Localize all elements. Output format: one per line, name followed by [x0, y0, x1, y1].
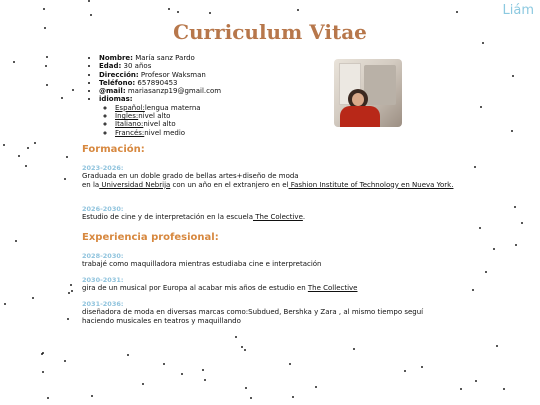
background-dot	[244, 349, 246, 351]
photo-face	[352, 93, 364, 106]
background-dot	[181, 373, 183, 375]
background-dot	[18, 155, 20, 157]
language-level: nivel alto	[138, 112, 171, 121]
background-dot	[47, 397, 49, 399]
background-dot	[46, 84, 48, 86]
entry-text: con un año en el extranjero en el	[170, 180, 289, 189]
entry-text: trabajé como maquilladora mientras estudiaba cine e interpretación	[82, 260, 322, 269]
background-dot	[42, 371, 44, 373]
background-dot	[168, 8, 170, 10]
background-dot	[46, 56, 48, 58]
list-item	[99, 95, 221, 136]
site-logo[interactable]: Liám	[502, 3, 534, 18]
background-dot	[163, 363, 165, 365]
background-dot	[474, 166, 476, 168]
background-dot	[34, 142, 36, 144]
background-dot	[41, 353, 43, 355]
language-link[interactable]: Ingles:	[115, 112, 139, 121]
photo-shirt	[340, 106, 380, 127]
address-value: Profesor Waksman	[138, 70, 206, 79]
background-dot	[235, 336, 237, 338]
name-label: Nombre:	[99, 54, 133, 62]
background-dot	[13, 61, 15, 63]
entry-text: Estudio de cine y de interpretación en la escuela	[82, 213, 253, 222]
background-dot	[67, 318, 69, 320]
background-dot	[511, 130, 513, 132]
background-dot	[45, 65, 47, 67]
name-value: María sanz Pardo	[132, 54, 195, 62]
background-dot	[241, 346, 243, 348]
phone-value: 657890453	[135, 78, 178, 87]
age-label: Edad:	[99, 62, 122, 71]
entry-date: 2023-2026:	[82, 164, 124, 172]
background-dot	[68, 292, 70, 294]
background-dot	[245, 387, 247, 389]
background-dot	[353, 348, 355, 350]
background-dot	[27, 147, 29, 149]
entry-text: diseñadora de moda en diversas marcas como:Subdued, Bershka y Zara , al mismo tiempo seguí haciendo musicales en teatros y maquillando	[82, 308, 424, 325]
background-dot	[485, 271, 487, 273]
background-dot	[297, 9, 299, 11]
background-dot	[514, 206, 516, 208]
background-dot	[289, 363, 291, 365]
language-item	[115, 120, 221, 128]
entry-date: 2030-2031:	[82, 276, 124, 284]
background-dot	[42, 352, 44, 354]
background-dot	[142, 383, 144, 385]
background-dot	[4, 303, 6, 305]
entry-text: Graduada en un doble grado de bellas artes+diseño de moda	[82, 172, 299, 181]
education-heading: Formación:	[82, 144, 145, 155]
age-value: 30 años	[121, 62, 152, 71]
collective-link[interactable]: The Collective	[307, 284, 358, 293]
entry-text: gira de un musical por Europa al acabar mis años de estudio en	[82, 284, 308, 293]
background-dot	[475, 380, 477, 382]
background-dot	[493, 248, 495, 250]
entry-text: en la	[82, 180, 100, 189]
background-dot	[66, 156, 68, 158]
nebrija-link[interactable]: Universidad Nebrija	[99, 180, 171, 189]
address-label: Dirección:	[99, 70, 139, 79]
experience-entry	[82, 276, 462, 293]
email-label: @mail:	[99, 87, 126, 96]
background-dot	[472, 289, 474, 291]
background-dot	[479, 227, 481, 229]
background-dot	[15, 240, 17, 242]
background-dot	[315, 386, 317, 388]
language-item	[115, 129, 221, 137]
list-item	[99, 62, 221, 70]
background-dot	[64, 178, 66, 180]
page-title: Curriculum Vitae	[173, 20, 367, 44]
language-level: lengua materna	[144, 103, 201, 112]
background-dot	[64, 360, 66, 362]
language-link[interactable]: Español:	[115, 103, 145, 112]
background-dot	[88, 0, 90, 2]
background-dot	[480, 106, 482, 108]
education-entry	[82, 164, 462, 189]
background-dot	[71, 290, 73, 292]
list-item	[99, 87, 221, 95]
background-dot	[127, 354, 129, 356]
background-dot	[421, 366, 423, 368]
background-dot	[292, 396, 294, 398]
background-dot	[209, 12, 211, 14]
profile-photo	[334, 59, 402, 127]
background-dot	[496, 345, 498, 347]
experience-entry	[82, 300, 452, 325]
background-dot	[90, 14, 92, 16]
background-dot	[43, 8, 45, 10]
languages-label: idiomas:	[99, 95, 133, 104]
personal-info-list	[88, 54, 221, 137]
entry-date: 2028-2030:	[82, 252, 124, 260]
fit-link[interactable]: Fashion Institute of Technology en Nueva York.	[288, 180, 454, 189]
background-dot	[61, 97, 63, 99]
language-level: nivel alto	[143, 120, 176, 129]
background-dot	[404, 370, 406, 372]
languages-list	[99, 104, 221, 137]
list-item	[99, 79, 221, 87]
background-dot	[91, 395, 93, 397]
language-link[interactable]: Italiano:	[115, 120, 144, 129]
background-dot	[515, 244, 517, 246]
background-dot	[250, 397, 252, 399]
language-item	[115, 104, 221, 112]
language-level: nivel medio	[144, 128, 186, 137]
list-item	[99, 71, 221, 79]
experience-entry	[82, 252, 462, 269]
background-dot	[177, 11, 179, 13]
list-item	[99, 54, 221, 62]
language-item	[115, 112, 221, 120]
background-dot	[204, 379, 206, 381]
background-dot	[503, 388, 505, 390]
photo-mirror	[364, 65, 396, 105]
background-dot	[70, 284, 72, 286]
background-dot	[3, 144, 5, 146]
entry-date: 2026-2030:	[82, 205, 124, 213]
background-dot	[72, 89, 74, 91]
experience-heading: Experiencia profesional:	[82, 232, 219, 243]
background-dot	[460, 388, 462, 390]
background-dot	[521, 222, 523, 224]
email-value: mariasanzp19@gmail.com	[125, 87, 222, 96]
colective-link[interactable]: The Colective	[253, 213, 303, 222]
entry-date: 2031-2036:	[82, 300, 124, 308]
background-dot	[512, 75, 514, 77]
language-link[interactable]: Francés:	[115, 128, 145, 137]
background-dot	[25, 165, 27, 167]
education-entry	[82, 205, 462, 222]
background-dot	[32, 297, 34, 299]
phone-label: Teléfono:	[99, 78, 136, 87]
background-dot	[202, 369, 204, 371]
entry-text: .	[302, 213, 306, 222]
background-dot	[456, 11, 458, 13]
